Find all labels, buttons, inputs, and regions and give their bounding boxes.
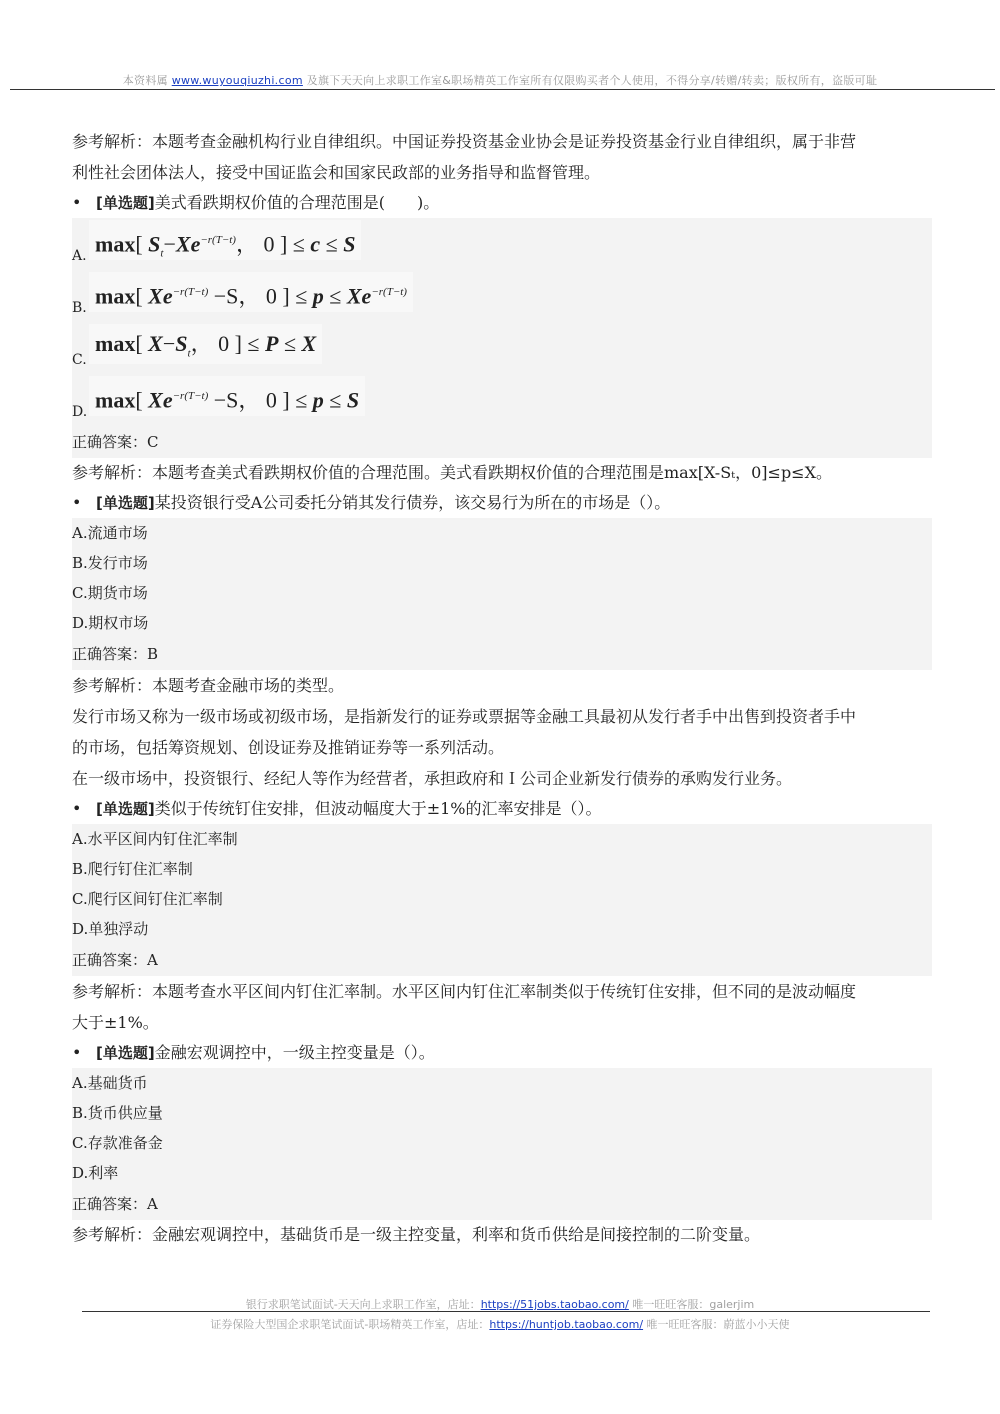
question-tag: [单选题]	[96, 194, 155, 212]
explanation-line: 参考解析：本题考查美式看跌期权价值的合理范围。美式看跌期权价值的合理范围是max[X-Sₜ，0]≤p≤X。	[72, 463, 832, 482]
question-stem: 某投资银行受A公司委托分销其发行债券，该交易行为所在的市场是（）。	[154, 493, 671, 512]
explanation-line: 参考解析：本题考查金融市场的类型。	[72, 676, 345, 695]
formula-b: max[ $Xe^{-r(T-t)} -S$， 0 ] ≤ $p \le Xe^{-r(T-t)}$	[89, 272, 413, 312]
question-1	[72, 188, 932, 218]
bullet-icon: •	[72, 493, 82, 512]
option-label: B.	[72, 300, 87, 316]
option-d[interactable]: D.期权市场	[72, 608, 932, 638]
explanation-line: 利性社会团体法人，接受中国证监会和国家民政部的业务指导和监督管理。	[72, 163, 601, 182]
bullet-icon: •	[72, 1043, 82, 1062]
option-b[interactable]: B.货币供应量	[72, 1098, 932, 1128]
explanation-prev	[72, 126, 932, 188]
question-tag: [单选题]	[96, 494, 155, 512]
footer-link-2[interactable]: https://huntjob.taobao.com/	[489, 1318, 644, 1331]
explanation	[72, 670, 932, 794]
option-label: D.	[72, 404, 88, 420]
option-b[interactable]: B.发行市场	[72, 548, 932, 578]
option-b[interactable]: B.爬行钉住汇率制	[72, 854, 932, 884]
question-stem: 类似于传统钉住安排，但波动幅度大于±1%的汇率安排是（）。	[154, 799, 602, 818]
option-d[interactable]	[72, 374, 932, 426]
option-b[interactable]	[72, 270, 932, 322]
option-label: A.	[72, 248, 87, 264]
footer-line-2: 证券保险大型国企求职笔试面试-职场精英工作室，店址：https://huntjob.taobao.com/ 唯一旺旺客服：蔚蓝小小天使	[210, 1318, 790, 1331]
header-prefix: 本资料属	[122, 74, 168, 87]
correct-answer: 正确答案：A	[72, 1188, 932, 1220]
bullet-icon: •	[72, 799, 82, 818]
correct-answer: 正确答案：B	[72, 638, 932, 670]
option-a[interactable]: A.流通市场	[72, 518, 932, 548]
header-divider	[10, 89, 995, 90]
explanation-line: 发行市场又称为一级市场或初级市场，是指新发行的证券或票据等金融工具最初从发行者手中出售到投资者手中	[72, 707, 857, 726]
option-c[interactable]: C.爬行区间钉住汇率制	[72, 884, 932, 914]
explanation-line: 的市场，包括筹资规划、创设证券及推销证券等一系列活动。	[72, 738, 505, 757]
page-header	[0, 72, 1000, 88]
option-a[interactable]: A.基础货币	[72, 1068, 932, 1098]
option-c[interactable]: C.存款准备金	[72, 1128, 932, 1158]
header-suffix: 及旗下天天向上求职工作室&职场精英工作室所有仅限购买者个人使用，不得分享/转赠/转卖；版权所有，盗版可耻	[306, 74, 878, 87]
footer-link-1[interactable]: https://51jobs.taobao.com/	[480, 1298, 629, 1311]
question-stem: 金融宏观调控中，一级主控变量是（）。	[154, 1043, 435, 1062]
explanation-line: 参考解析：本题考查水平区间内钉住汇率制。水平区间内钉住汇率制类似于传统钉住安排，但不同的是波动幅度	[72, 982, 857, 1001]
question-tag: [单选题]	[96, 1044, 155, 1062]
bullet-icon: •	[72, 193, 82, 212]
formula-c: max[ $X-S_t$， 0 ] ≤ P ≤ X	[89, 324, 322, 364]
explanation	[72, 976, 932, 1038]
question-3	[72, 794, 932, 824]
question-tag: [单选题]	[96, 800, 155, 818]
option-d[interactable]: D.单独浮动	[72, 914, 932, 944]
option-c[interactable]: C.期货市场	[72, 578, 932, 608]
question-4	[72, 1038, 932, 1068]
explanation-line: 参考解析：本题考查金融机构行业自律组织。中国证券投资基金业协会是证券投资基金行业自律组织，属于非营	[72, 132, 857, 151]
option-a[interactable]: A.水平区间内钉住汇率制	[72, 824, 932, 854]
question-stem: 美式看跌期权价值的合理范围是( )。	[154, 193, 440, 212]
formula-d: max[ $Xe^{-r(T-t)} -S$， 0 ] ≤ p ≤ S	[89, 376, 365, 416]
document-body	[72, 126, 932, 1250]
explanation-line: 参考解析：金融宏观调控中，基础货币是一级主控变量，利率和货币供给是间接控制的二阶变量。	[72, 1225, 761, 1244]
option-d[interactable]: D.利率	[72, 1158, 932, 1188]
footer-divider	[82, 1311, 930, 1312]
option-c[interactable]	[72, 322, 932, 374]
formula-a: max[ $S_t-Xe^{-r(T-t)}$， 0 ] ≤ c ≤ S	[89, 220, 361, 260]
footer-line-1: 银行求职笔试面试-天天向上求职工作室，店址：https://51jobs.taobao.com/ 唯一旺旺客服：galerjim	[245, 1298, 755, 1311]
option-label: C.	[72, 352, 87, 368]
question-2	[72, 488, 932, 518]
explanation-line: 在一级市场中，投资银行、经纪人等作为经营者，承担政府和Ｉ公司企业新发行债券的承购发行业务。	[72, 769, 793, 788]
explanation-line: 大于±1%。	[72, 1013, 159, 1032]
correct-answer: 正确答案：C	[72, 426, 932, 458]
option-a[interactable]	[72, 218, 932, 270]
header-link[interactable]: www.wuyouqiuzhi.com	[171, 74, 303, 87]
correct-answer: 正确答案：A	[72, 944, 932, 976]
